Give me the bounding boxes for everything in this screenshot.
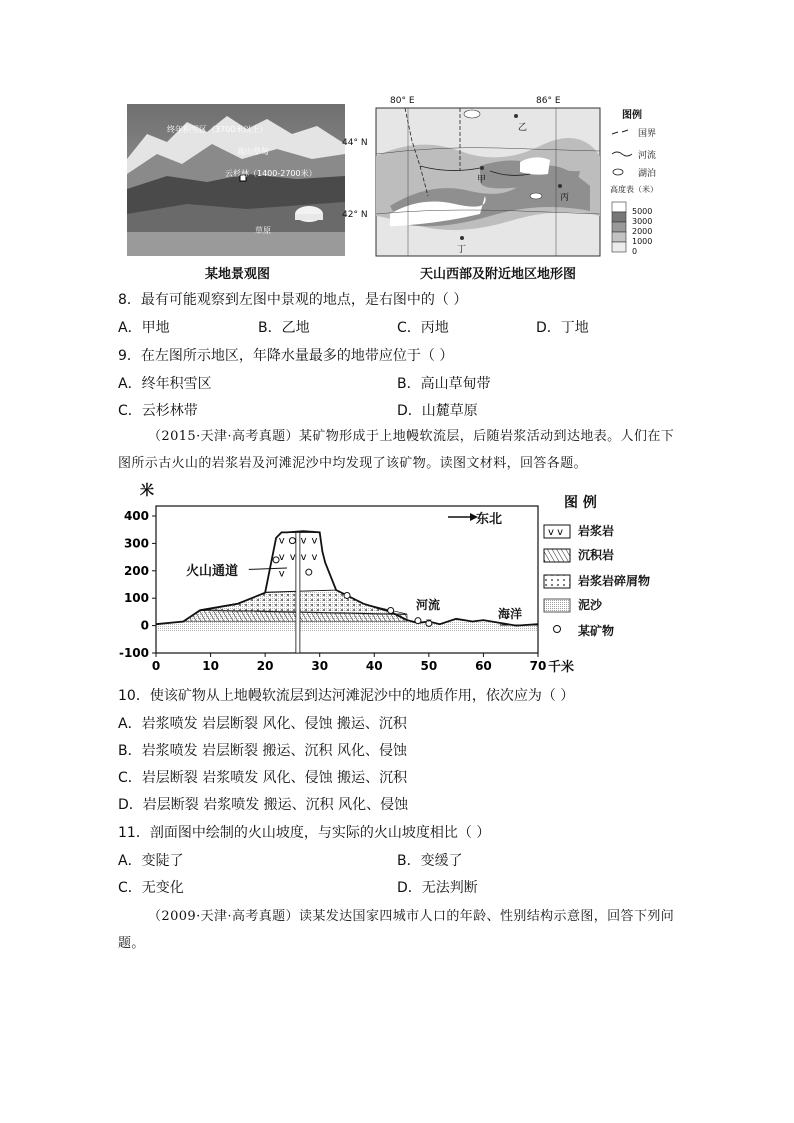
photo-label-grass: 高山草甸	[237, 147, 269, 156]
volcanic-conduit	[296, 532, 300, 653]
q9-stem: 9．在左图所示地区，年降水量最多的地带应位于（ ）	[118, 348, 454, 364]
photo-caption: 某地景观图	[205, 267, 271, 282]
profile-river-label: 河流	[416, 598, 441, 612]
magma-v-mark: v	[300, 551, 307, 563]
q10-stem: 10．使该矿物从上地幔软流层到达河滩泥沙中的地质作用，依次应为（ ）	[118, 688, 575, 704]
q11-option-c: C．无变化	[118, 880, 184, 896]
profile-x-unit: 千米	[548, 660, 575, 675]
q8-option-c: C．丙地	[397, 320, 449, 336]
legend-swatch-sedimentary	[544, 549, 570, 562]
y-tick-label: 400	[123, 509, 149, 523]
y-tick-label: 200	[123, 563, 149, 578]
mineral-marker	[306, 569, 312, 575]
map-legend-lake: 湖泊	[638, 169, 657, 179]
profile-legend-sedimentary: 沉积岩	[578, 548, 615, 562]
magma-v-mark: v	[300, 535, 307, 547]
y-tick-label: 0	[140, 618, 149, 633]
map-elev-5000: 5000	[632, 207, 653, 216]
magma-v-mark: v	[278, 535, 285, 547]
map-elev-title: 高度表（米）	[610, 185, 658, 194]
intro-2015: （2015·天津·高考真题）某矿物形成于上地幔软流层，后随岩浆活动到达地表。人们在下图所示古火山的岩浆岩及河滩泥沙中均发现了该矿物。读图文材料，回答各题。	[118, 429, 675, 471]
q8-option-a: A．甲地	[118, 320, 170, 336]
x-tick-label: 30	[311, 659, 329, 673]
magma-v-mark: v	[311, 535, 318, 547]
map-elev-2000: 2000	[632, 227, 653, 236]
terrain-map	[342, 96, 680, 262]
magma-v-mark: v	[311, 551, 318, 563]
profile-direction-label: 东北	[476, 512, 503, 527]
profile-legend-magmatic: 岩浆岩	[578, 524, 615, 538]
map-place-bing: 丙	[560, 193, 570, 203]
mineral-marker	[388, 608, 394, 614]
landscape-photo	[127, 104, 345, 256]
q11-option-a: A．变陡了	[118, 853, 184, 869]
profile-legend-sand: 泥沙	[578, 598, 603, 612]
legend-swatch-mineral	[554, 626, 561, 633]
x-tick-label: 10	[202, 659, 219, 673]
map-legend-title: 图例	[622, 110, 642, 121]
map-elev-1000: 1000	[632, 237, 653, 246]
x-tick-label: 50	[420, 659, 438, 673]
photo-label-snow: 终年积雪区（3700米以上）	[167, 125, 268, 134]
volcano-profile-chart	[118, 478, 678, 678]
map-legend-river: 河流	[638, 151, 657, 161]
profile-y-unit: 米	[140, 483, 154, 499]
profile-ocean-label: 海洋	[498, 607, 523, 621]
q8-option-b: B．乙地	[258, 320, 310, 336]
profile-legend-debris: 岩浆岩碎屑物	[578, 574, 651, 588]
y-tick-label: -100	[118, 646, 149, 660]
profile-legend-title: 图 例	[564, 495, 597, 511]
map-lon-86: 86° E	[536, 96, 561, 106]
magma-v-mark: v	[289, 551, 296, 563]
map-place-ding: 丁	[457, 245, 467, 255]
map-lat-44: 44° N	[342, 138, 368, 148]
magma-v-mark: v	[278, 568, 285, 580]
legend-swatch-sand	[544, 599, 570, 612]
x-tick-label: 0	[151, 659, 161, 673]
photo-label-steppe: 草原	[255, 226, 271, 235]
q9-option-c: C．云杉林带	[118, 403, 198, 419]
profile-volcano-label: 火山通道	[186, 564, 239, 579]
y-tick-label: 100	[123, 591, 149, 606]
mineral-marker	[344, 592, 350, 598]
q10-option-b: B．岩浆喷发 岩层断裂 搬运、沉积 风化、侵蚀	[118, 743, 407, 759]
x-tick-label: 60	[475, 659, 492, 673]
q11-option-d: D．无法判断	[397, 880, 478, 896]
mineral-marker	[289, 538, 295, 544]
intro-2009: （2009·天津·高考真题）读某发达国家四城市人口的年龄、性别结构示意图，回答下列问题。	[118, 909, 675, 951]
q8-stem: 8．最有可能观察到左图中景观的地点，是右图中的（ ）	[118, 292, 468, 308]
y-tick-label: 300	[123, 536, 149, 551]
legend-v-mark: v v	[548, 527, 564, 538]
map-place-yi: 乙	[518, 123, 528, 133]
map-elev-3000: 3000	[632, 217, 653, 226]
profile-legend-mineral: 某矿物	[578, 624, 615, 638]
q9-option-a: A．终年积雪区	[118, 376, 212, 392]
q11-stem: 11．剖面图中绘制的火山坡度，与实际的火山坡度相比（ ）	[118, 825, 491, 841]
q8-option-d: D．丁地	[536, 320, 589, 336]
map-lat-42: 42° N	[342, 210, 368, 220]
q10-option-a: A．岩浆喷发 岩层断裂 风化、侵蚀 搬运、沉积	[118, 716, 407, 732]
x-tick-label: 40	[365, 659, 383, 673]
map-legend-border: 国界	[638, 129, 657, 139]
x-tick-label: 70	[529, 659, 547, 673]
map-caption: 天山西部及附近地区地形图	[420, 267, 577, 282]
legend-swatch-debris	[544, 575, 570, 588]
q10-option-d: D．岩层断裂 岩浆喷发 搬运、沉积 风化、侵蚀	[118, 797, 409, 813]
q9-option-d: D．山麓草原	[397, 403, 478, 419]
map-place-jia: 甲	[477, 175, 487, 185]
q10-option-c: C．岩层断裂 岩浆喷发 风化、侵蚀 搬运、沉积	[118, 770, 408, 786]
photo-label-forest: 云杉林（1400-2700米）	[225, 169, 317, 178]
x-tick-label: 20	[256, 659, 274, 673]
map-elev-0: 0	[632, 247, 638, 256]
q9-option-b: B．高山草甸带	[397, 376, 491, 392]
mineral-marker	[273, 557, 279, 563]
map-lon-80: 80° E	[390, 96, 415, 106]
magma-v-mark: v	[278, 551, 285, 563]
mineral-marker	[415, 618, 421, 624]
q11-option-b: B．变缓了	[397, 853, 463, 869]
